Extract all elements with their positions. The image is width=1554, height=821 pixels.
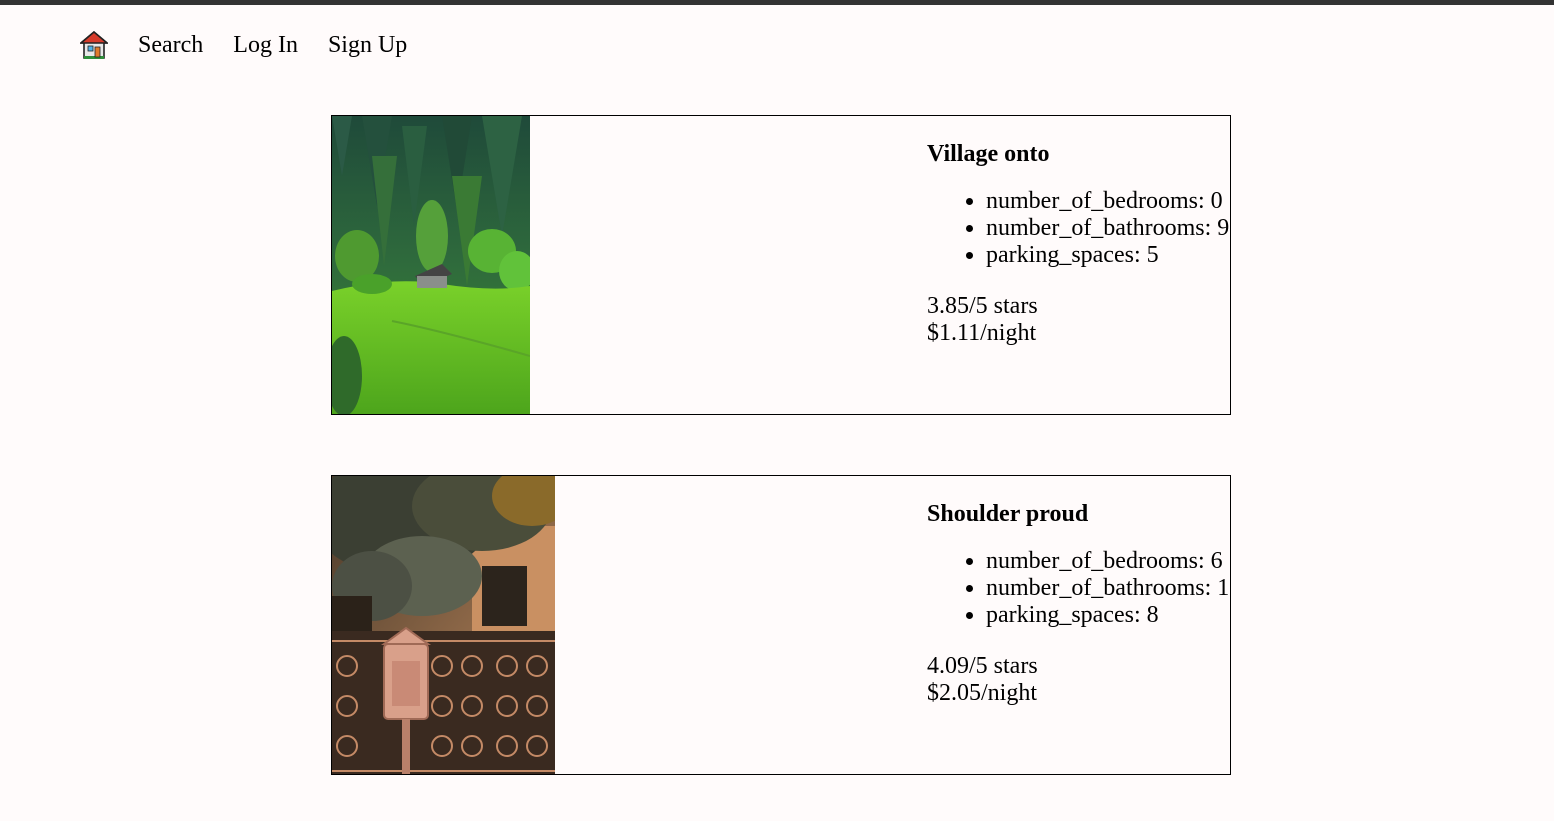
- feature-bedrooms: • number_of_bedrooms: 0: [986, 188, 1237, 215]
- listing-features: [927, 188, 1237, 269]
- listing-features: [927, 548, 1237, 629]
- listing-rating: 3.85/5 stars: [927, 293, 1038, 319]
- listing-title: Shoulder proud: [927, 501, 1089, 527]
- nav-search-link[interactable]: Search: [138, 32, 204, 58]
- feature-bathrooms: • number_of_bathrooms: 9: [986, 215, 1237, 242]
- listing-photo: [332, 476, 555, 774]
- feature-parking: • parking_spaces: 8: [986, 602, 1237, 629]
- top-bar: [0, 0, 1554, 5]
- listing-price: $2.05/night: [927, 680, 1038, 706]
- listing-price: $1.11/night: [927, 320, 1037, 346]
- house-icon: [80, 30, 108, 60]
- feature-bedrooms: • number_of_bedrooms: 6: [986, 548, 1237, 575]
- listing-details: [927, 500, 1237, 707]
- feature-parking: • parking_spaces: 5: [986, 242, 1237, 269]
- listing-rating: 4.09/5 stars: [927, 653, 1038, 679]
- top-navigation: [80, 28, 437, 62]
- listing-photo: [332, 116, 530, 414]
- feature-bathrooms: • number_of_bathrooms: 1: [986, 575, 1237, 602]
- listing-card[interactable]: [331, 115, 1231, 415]
- nav-login-link[interactable]: Log In: [233, 32, 298, 58]
- listing-details: [927, 140, 1237, 347]
- home-link[interactable]: [80, 30, 108, 60]
- nav-signup-link[interactable]: Sign Up: [327, 32, 408, 58]
- listing-title: Village onto: [927, 141, 1050, 167]
- listing-card[interactable]: [331, 475, 1231, 775]
